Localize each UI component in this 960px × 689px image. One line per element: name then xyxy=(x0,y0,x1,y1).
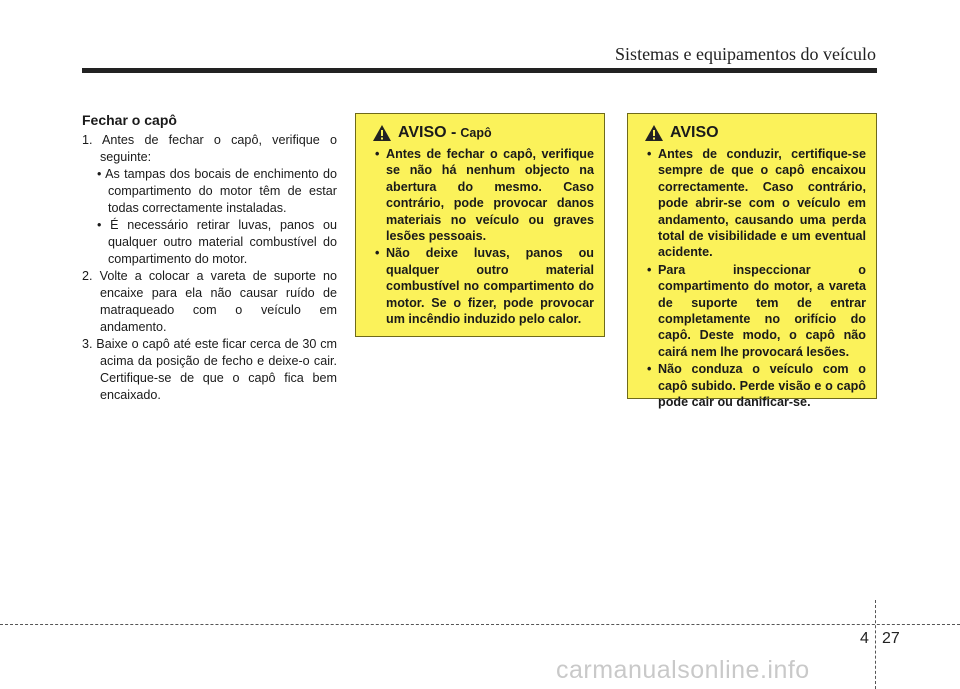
list-item: • Antes de fechar o capô, verifique se não há nenhum objecto na abertura do mesmo. Caso contrário, pode provocar danos materiais no veículo ou graves lesões pessoais. xyxy=(366,146,594,244)
watermark: carmanualsonline.info xyxy=(556,656,810,684)
step-3: 3. Baixe o capô até este ficar cerca de 30 cm acima da posição de fecho e deixe-o cair. Certifique-se de que o capô fica bem encaixado. xyxy=(82,337,337,402)
step-1: 1. Antes de fechar o capô, verifique o seguinte: xyxy=(82,133,337,164)
warning-header xyxy=(366,124,594,142)
warning-header xyxy=(638,124,866,142)
step-2: 2. Volte a colocar a vareta de suporte no encaixe para ela não causar ruído de matraqueado com o veículo em andamento. xyxy=(82,269,337,334)
instructions-column xyxy=(82,112,337,404)
warning-triangle-icon xyxy=(372,124,392,142)
warning-subtitle: Capô xyxy=(460,126,492,140)
footer-rule xyxy=(0,624,960,625)
list-item: • Para inspeccionar o compartimento do motor, a vareta de suporte tem de entrar completamente no orifício do capô. Deste modo, o capô não cairá nem lhe provocará lesões. xyxy=(638,262,866,360)
warning-box-hood xyxy=(355,113,605,337)
warning-title: AVISO xyxy=(670,124,719,141)
step-1-bullet-1: • As tampas dos bocais de enchimento do compartimento do motor têm de estar todas correctamente instaladas. xyxy=(97,167,337,215)
list-item: • Antes de conduzir, certifique-se sempre de que o capô encaixou correctamente. Caso contrário, pode abrir-se com o veículo em andamento, causando uma perda total de visibilidade e um eventual acidente. xyxy=(638,146,866,261)
warning-list xyxy=(366,146,594,327)
chapter-number: 4 xyxy=(860,630,869,647)
step-1-bullet-2: • É necessário retirar luvas, panos ou qualquer outro material combustível do compartimento do motor. xyxy=(97,218,337,266)
section-title: Fechar o capô xyxy=(82,112,177,128)
page-number: 27 xyxy=(882,630,900,647)
page-header-title: Sistemas e equipamentos do veículo xyxy=(615,44,876,64)
list-item: • Não deixe luvas, panos ou qualquer outro material combustível no compartimento do motor. Se o fizer, pode provocar um incêndio induzido pelo calor. xyxy=(366,245,594,327)
warning-list xyxy=(638,146,866,411)
warning-triangle-icon xyxy=(644,124,664,142)
list-item: • Não conduza o veículo com o capô subido. Perde visão e o capô pode cair ou danificar-se. xyxy=(638,361,866,410)
footer-divider xyxy=(875,600,876,689)
warning-title: AVISO - xyxy=(398,124,457,141)
header-rule xyxy=(82,68,877,73)
warning-box-general xyxy=(627,113,877,410)
